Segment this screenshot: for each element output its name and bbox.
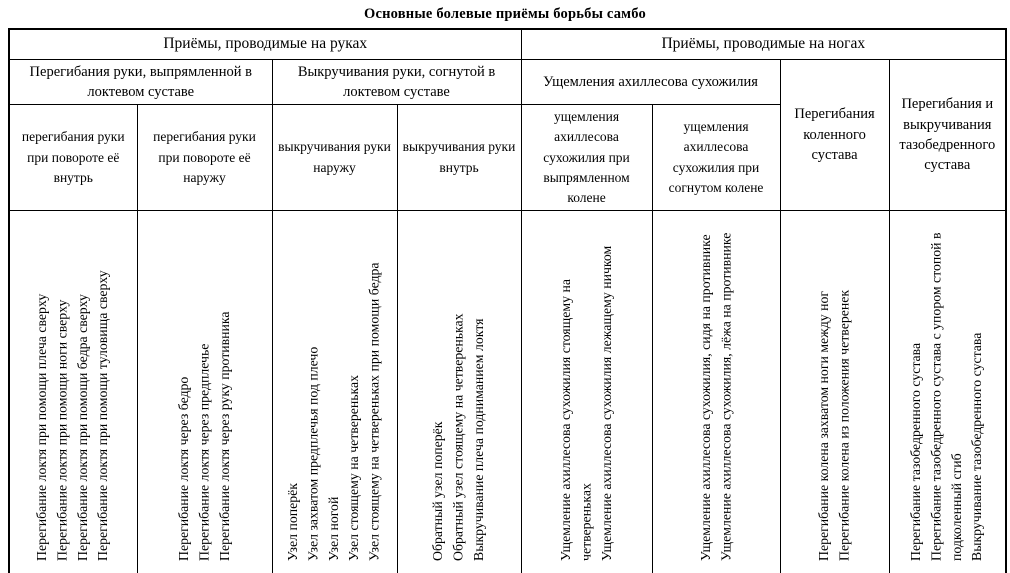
subgroup-header-hip: Перегибания и выкручивания тазобедренного сустава [889, 59, 1006, 211]
technique-list-col8 [889, 211, 1006, 573]
technique-item: Выкручивание плеча подниманием локтя [471, 318, 487, 561]
technique-list-row [9, 211, 1006, 573]
technique-item: Ущемление ахиллесова сухожилия, сидя на противнике [697, 234, 713, 561]
technique-item: Перегибание колена захватом ноги между ног [816, 290, 832, 561]
technique-item: Ущемление ахиллесова сухожилия, лёжа на противнике [718, 232, 734, 561]
technique-item: Перегибание локтя при помощи ноги сверху [54, 299, 70, 561]
technique-list-col6 [652, 211, 780, 573]
column-header-bend-outward: перегибания руки при повороте её наружу [137, 105, 272, 211]
technique-list [556, 231, 617, 561]
column-header-twist-inward: выкручивания руки внутрь [397, 105, 521, 211]
subgroup-header-row [9, 59, 1006, 105]
technique-list-col4 [397, 211, 521, 573]
group-header-arms: Приёмы, проводимые на руках [9, 29, 521, 59]
page-title: Основные болевые приёмы борьбы самбо [364, 6, 646, 22]
technique-list [696, 231, 737, 561]
technique-item: Перегибание локтя при помощи туловища сверху [95, 270, 111, 561]
technique-item: Выкручивание тазобедренного сустава [969, 332, 985, 561]
technique-list [814, 231, 855, 561]
column-header-twist-outward: выкручивания руки наружу [272, 105, 397, 211]
subgroup-header-elbow-bent: Выкручивания руки, согнутой в локтевом суставе [272, 59, 521, 105]
technique-list-col2 [137, 211, 272, 573]
technique-list [32, 231, 114, 561]
technique-list [428, 231, 489, 561]
subgroup-header-knee: Перегибания коленного сустава [780, 59, 889, 211]
technique-item: Перегибание локтя при помощи плеча сверху [34, 293, 50, 561]
technique-item: Узел поперёк [285, 482, 301, 561]
technique-item: Ущемление ахиллесова сухожилия лежащему ничком [598, 245, 614, 561]
group-header-legs: Приёмы, проводимые на ногах [521, 29, 1006, 59]
column-header-achilles-straight-knee: ущемления ахиллесова сухожилия при выпрямленном колене [521, 105, 652, 211]
technique-item: Узел ногой [326, 496, 342, 561]
column-header-achilles-bent-knee: ущемления ахиллесова сухожилия при согнутом колене [652, 105, 780, 211]
technique-item: Ущемление ахиллесова сухожилия стоящему на четвереньках [557, 278, 594, 561]
technique-list [283, 231, 385, 561]
technique-list-col5 [521, 211, 652, 573]
technique-item: Перегибание колена из положения четверенек [836, 289, 852, 561]
technique-item: Узел захватом предплечья под плечо [305, 346, 321, 561]
technique-list [906, 231, 988, 561]
sambo-techniques-table [8, 28, 1007, 573]
column-header-bend-inward: перегибания руки при повороте её внутрь [9, 105, 137, 211]
technique-item: Перегибание локтя через бедро [175, 376, 191, 561]
technique-item: Обратный узел поперёк [430, 421, 446, 561]
technique-list-col1 [9, 211, 137, 573]
technique-list-col7 [780, 211, 889, 573]
technique-item: Перегибание локтя через предплечье [196, 343, 212, 561]
technique-item: Перегибание тазобедренного сустава с упором стопой в подколенный сгиб [928, 232, 965, 561]
technique-list [174, 231, 235, 561]
technique-item: Перегибание локтя при помощи бедра сверху [75, 293, 91, 561]
technique-item: Перегибание локтя через руку противника [216, 311, 232, 561]
group-header-row [9, 29, 1006, 59]
technique-item: Узел стоящему на четвереньках при помощи бедра [367, 262, 383, 561]
technique-item: Обратный узел стоящему на четвереньках [450, 313, 466, 561]
technique-item: Узел стоящему на четвереньках [346, 374, 362, 561]
subgroup-header-elbow-straight: Перегибания руки, выпрямленной в локтевом суставе [9, 59, 272, 105]
subgroup-header-achilles: Ущемления ахиллесова сухожилия [521, 59, 780, 105]
technique-item: Перегибание тазобедренного сустава [908, 342, 924, 561]
technique-list-col3 [272, 211, 397, 573]
